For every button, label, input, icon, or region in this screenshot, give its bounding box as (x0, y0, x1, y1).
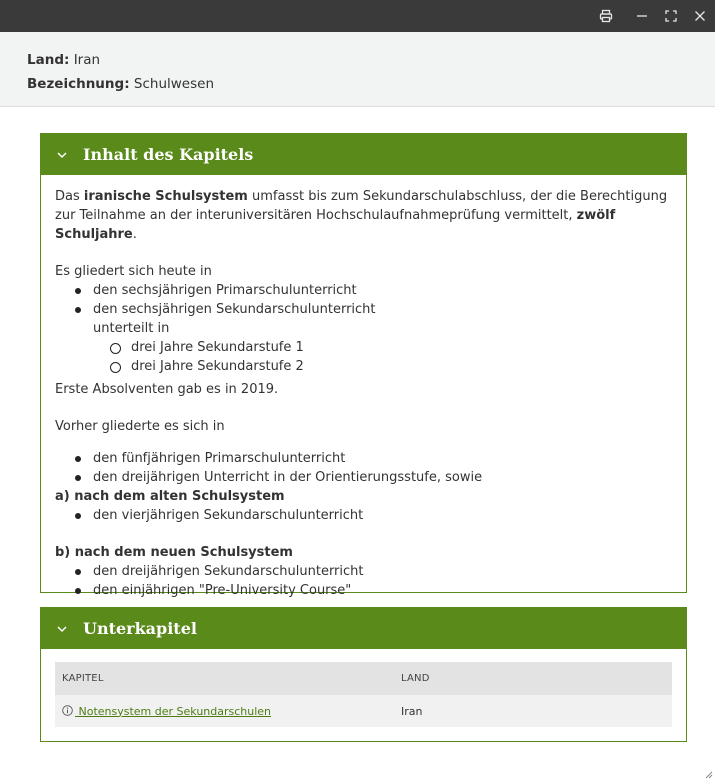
intro-bold2: zwölf Schuljahre (55, 208, 616, 242)
land-label: Land: (27, 52, 70, 68)
maximize-icon[interactable] (660, 5, 682, 27)
subchapters-table (55, 662, 672, 727)
list-item: drei Jahre Sekundarstufe 2 (55, 357, 672, 376)
list-item: den sechsjährigen Primarschulunterricht (55, 281, 672, 300)
minimize-icon[interactable] (631, 5, 653, 27)
resize-grip-icon[interactable] (703, 769, 713, 779)
chevron-down-icon (56, 149, 68, 161)
chevron-down-icon (56, 623, 68, 635)
subchapters-header[interactable] (41, 608, 686, 649)
today-heading: Es gliedert sich heute in (55, 264, 212, 279)
bezeichnung-value: Schulwesen (133, 76, 215, 92)
print-icon[interactable] (595, 5, 617, 27)
chapter-content-panel (40, 133, 687, 598)
info-icon (62, 705, 73, 716)
column-header-land[interactable]: LAND (401, 673, 430, 684)
column-header-kapitel[interactable]: KAPITEL (62, 673, 104, 684)
list-item: den vierjährigen Sekundarschulunterricht (55, 506, 672, 525)
subchapters-title: Unterkapitel (83, 619, 197, 638)
chapter-text (41, 175, 686, 600)
table-header (55, 662, 672, 695)
old-system-heading: a) nach dem alten Schulsystem (55, 489, 285, 504)
new-system-heading: b) nach dem neuen Schulsystem (55, 545, 293, 560)
intro-prefix: Das (55, 189, 84, 204)
list-item: den fünfjährigen Primarschulunterricht (55, 449, 672, 468)
subdivided-text: unterteilt in (93, 321, 170, 336)
new-system-list (55, 562, 672, 600)
close-icon[interactable] (689, 5, 711, 27)
list-item: den dreijährigen Unterricht in der Orientierungsstufe, sowie (55, 468, 672, 487)
old-system-list (55, 506, 672, 525)
subchapters-panel (40, 607, 687, 742)
intro-bold: iranische Schulsystem (83, 189, 248, 204)
bezeichnung-row (27, 72, 715, 96)
today-list (55, 281, 672, 319)
sub-list (55, 338, 672, 376)
subchapter-link-text[interactable]: Notensystem der Sekundarschulen (75, 704, 272, 718)
chapter-content-title: Inhalt des Kapitels (83, 145, 254, 164)
chapter-content-header[interactable] (41, 134, 686, 175)
land-cell: Iran (401, 704, 423, 718)
land-value: Iran (73, 52, 101, 68)
list-item: drei Jahre Sekundarstufe 1 (55, 338, 672, 357)
intro-paragraph (55, 187, 672, 244)
kapitel-cell (55, 705, 401, 718)
subchapter-link[interactable] (62, 705, 271, 718)
window-titlebar (0, 0, 715, 32)
list-item: den einjährigen "Pre-University Course" (55, 581, 672, 600)
graduates-text: Erste Absolventen gab es in 2019. (55, 382, 279, 397)
list-item: den dreijährigen Sekundarschulunterricht (55, 562, 672, 581)
before-heading: Vorher gliederte es sich in (55, 419, 225, 434)
land-row (27, 48, 715, 72)
bezeichnung-label: Bezeichnung: (27, 76, 130, 92)
metadata-header (0, 32, 715, 107)
intro-end: . (132, 227, 137, 242)
table-row (55, 695, 672, 727)
list-item: den sechsjährigen Sekundarschulunterricht (55, 300, 672, 319)
before-list (55, 449, 672, 487)
intro-mid: umfasst bis zum Sekundarschulabschluss, der die Berechtigung zur Teilnahme an der interuniversitären Hochschulaufnahmeprüfung vermittelt, (55, 189, 668, 223)
